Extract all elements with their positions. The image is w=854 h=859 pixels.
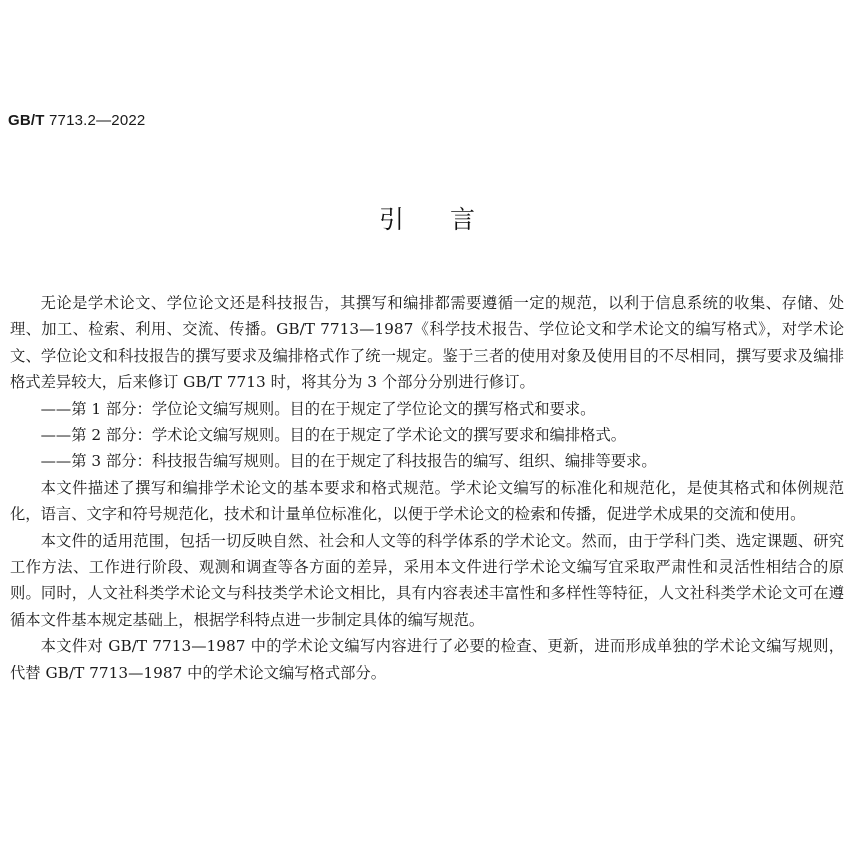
paragraph-scope: 本文件的适用范围，包括一切反映自然、社会和人文等的科学体系的学术论文。然而，由于学科门类、选定课题、研究工作方法、工作进行阶段、观测和调查等各方面的差异，采用本文件进行学术论文编写宜采取严肃性和灵活性相结合的原则。同时，人文社科类学术论文与科技类学术论文相比，具有内容表述丰富性和多样性等特征，人文社科类学术论文可在遵循本文件基本规定基础上，根据学科特点进一步制定具体的编写规范。 bbox=[10, 531, 844, 629]
list-item-part-1: ——第 1 部分：学位论文编写规则。目的在于规定了学位论文的撰写格式和要求。 bbox=[40, 399, 596, 418]
paragraph-description: 本文件描述了撰写和编排学术论文的基本要求和格式规范。学术论文编写的标准化和规范化，是使其格式和体例规范化，语言、文字和符号规范化，技术和计量单位标准化，以便于学术论文的检索和传播，促进学术成果的交流和使用。 bbox=[10, 478, 844, 524]
list-item-part-2: ——第 2 部分：学术论文编写规则。目的在于规定了学术论文的撰写要求和编排格式。 bbox=[40, 426, 627, 445]
standard-prefix: GB/T bbox=[8, 112, 45, 129]
paragraph-intro: 无论是学术论文、学位论文还是科技报告，其撰写和编排都需要遵循一定的规范，以利于信息系统的收集、存储、处理、加工、检索、利用、交流、传播。GB/T 7713—1987《科学技术报告、学位论文和学术论文的编写格式》，对学术论文、学位论文和科技报告的撰写要求及编排格式作了统一规定。鉴于三者的使用对象及使用目的不尽相同，撰写要求及编排格式差异较大，后来修订 GB/T 7713 时，将其分为 3 个部分分别进行修订。 bbox=[10, 294, 844, 392]
paragraph-replacement: 本文件对 GB/T 7713—1987 中的学术论文编写内容进行了必要的检查、更新，进而形成单独的学术论文编写规则，代替 GB/T 7713—1987 中的学术论文编写格式部分。 bbox=[10, 637, 844, 682]
document-body bbox=[10, 290, 844, 686]
list-item-part-3: ——第 3 部分：科技报告编写规则。目的在于规定了科技报告的编写、组织、编排等要求。 bbox=[40, 452, 657, 471]
page-title: 引言 bbox=[378, 205, 521, 234]
standard-number: 7713.2—2022 bbox=[49, 112, 146, 129]
standard-code bbox=[8, 112, 145, 129]
